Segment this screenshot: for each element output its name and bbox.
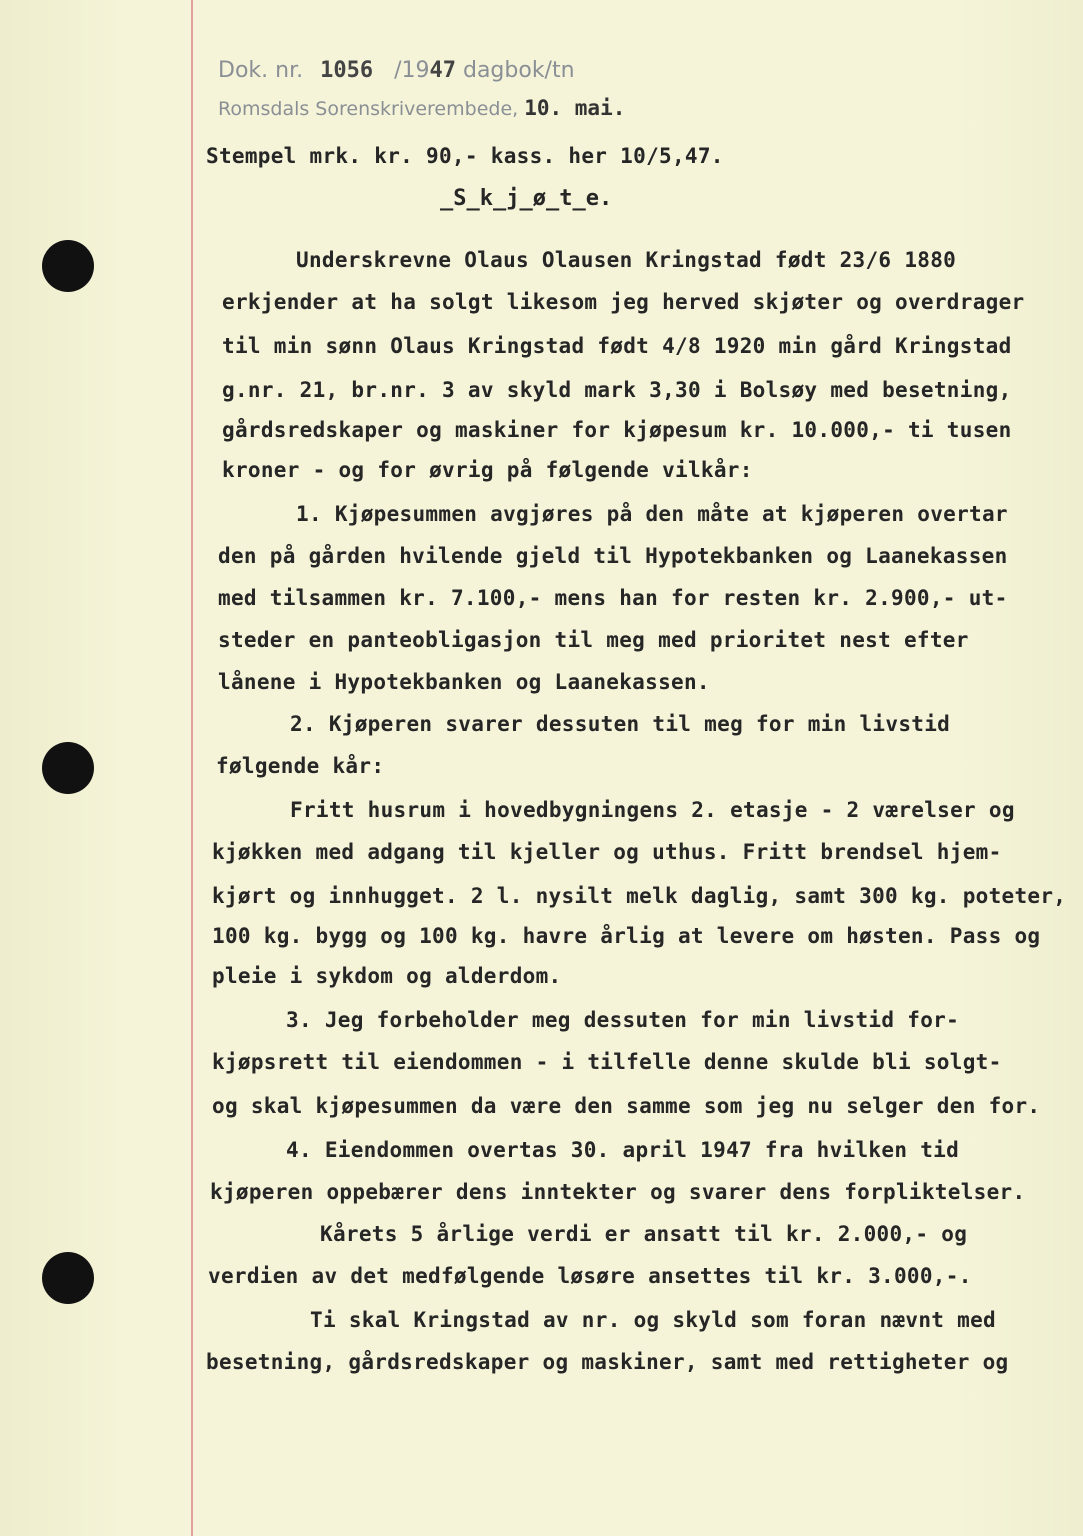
margin-line: [191, 0, 193, 1536]
body-line: pleie i sykdom og alderdom.: [212, 964, 562, 988]
body-line: erkjender at ha solgt likesom jeg herved skjøter og overdrager: [222, 290, 1025, 314]
dok-label: Dok. nr.: [218, 58, 304, 83]
year-suffix: 47: [429, 58, 456, 83]
body-line: 4. Eiendommen overtas 30. april 1947 fra hvilken tid: [286, 1138, 960, 1162]
body-line: med tilsammen kr. 7.100,- mens han for resten kr. 2.900,- ut-: [218, 586, 1008, 610]
body-line: 3. Jeg forbeholder meg dessuten for min livstid for-: [286, 1008, 960, 1032]
body-line: kjøpsrett til eiendommen - i tilfelle denne skulde bli solgt-: [212, 1050, 1002, 1074]
body-line: kjøperen oppebærer dens inntekter og svarer dens forpliktelser.: [210, 1180, 1026, 1204]
stamp-line: Stempel mrk. kr. 90,- kass. her 10/5,47.: [206, 144, 724, 168]
year-prefix: /19: [394, 58, 430, 83]
body-line: følgende kår:: [216, 754, 385, 778]
body-line: til min sønn Olaus Kringstad født 4/8 1920 min gård Kringstad: [222, 334, 1012, 358]
body-line: besetning, gårdsredskaper og maskiner, samt med rettigheter og: [206, 1350, 1009, 1374]
body-line: 2. Kjøperen svarer dessuten til meg for min livstid: [290, 712, 951, 736]
body-line: gårdsredskaper og maskiner for kjøpesum kr. 10.000,- ti tusen: [222, 418, 1012, 442]
body-line: lånene i Hypotekbanken og Laanekassen.: [218, 670, 710, 694]
body-line: kroner - og for øvrig på følgende vilkår:: [222, 458, 753, 482]
body-line: Fritt husrum i hovedbygningens 2. etasje - 2 værelser og: [290, 798, 1015, 822]
body-line: g.nr. 21, br.nr. 3 av skyld mark 3,30 i Bolsøy med besetning,: [222, 378, 1012, 402]
office-header: [218, 96, 625, 120]
body-line: den på gården hvilende gjeld til Hypotekbanken og Laanekassen: [218, 544, 1008, 568]
body-line: verdien av det medfølgende løsøre ansettes til kr. 3.000,-.: [208, 1264, 972, 1288]
body-line: 100 kg. bygg og 100 kg. havre årlig at levere om høsten. Pass og: [212, 924, 1041, 948]
office-label: Romsdals Sorenskriverembede,: [218, 98, 519, 120]
dagbok-label: dagbok/tn: [462, 58, 575, 83]
doc-number-header: [218, 58, 575, 83]
body-line: Underskrevne Olaus Olausen Kringstad født 23/6 1880: [296, 248, 957, 272]
body-line: og skal kjøpesummen da være den samme som jeg nu selger den for.: [212, 1094, 1041, 1118]
body-line: 1. Kjøpesummen avgjøres på den måte at kjøperen overtar: [296, 502, 1008, 526]
body-line: steder en panteobligasjon til meg med prioritet nest efter: [218, 628, 969, 652]
punch-hole-lower: [42, 1252, 94, 1304]
punch-hole-middle: [42, 742, 94, 794]
dok-number: 1056: [320, 58, 374, 83]
body-line: kjørt og innhugget. 2 l. nysilt melk daglig, samt 300 kg. poteter,: [212, 884, 1067, 908]
header-date: 10. mai.: [524, 96, 626, 120]
body-line: kjøkken med adgang til kjeller og uthus. Fritt brendsel hjem-: [212, 840, 1002, 864]
punch-hole-top: [42, 240, 94, 292]
body-line: Ti skal Kringstad av nr. og skyld som foran nævnt med: [310, 1308, 996, 1332]
document-title: _S_k_j_ø_t_e.: [440, 186, 613, 211]
body-line: Kårets 5 årlige verdi er ansatt til kr. 2.000,- og: [320, 1222, 968, 1246]
